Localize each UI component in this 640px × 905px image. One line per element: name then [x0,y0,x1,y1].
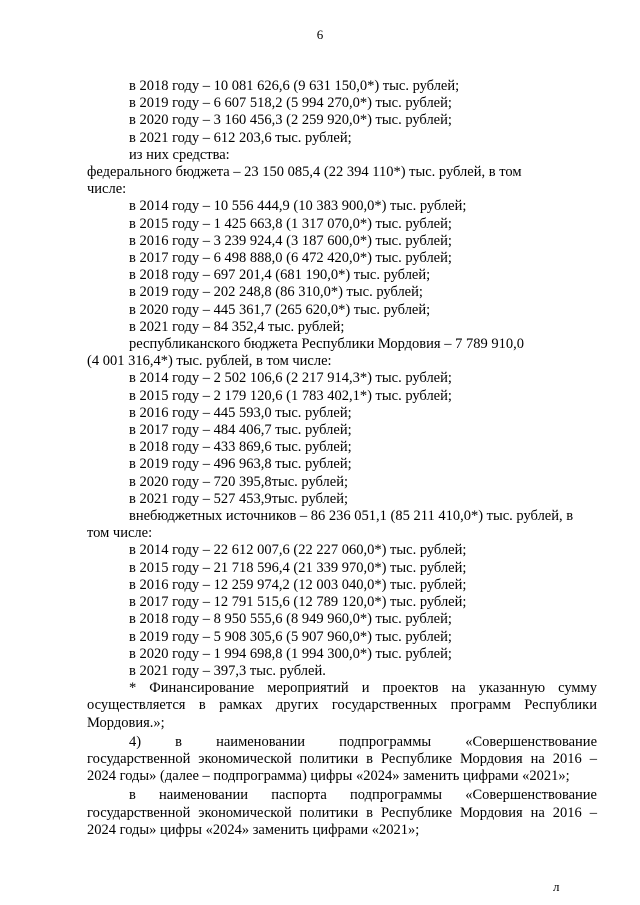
total-line-4: в 2021 году – 612 203,6 тыс. рублей; [129,129,352,146]
federal-year-line-7: в 2020 году – 445 361,7 (265 620,0*) тыс. рублей; [129,301,431,318]
item-5-line-1: в наименовании паспорта подпрограммы «Совершенствование [129,787,597,804]
federal-year-line-2: в 2015 году – 1 425 663,8 (1 317 070,0*) тыс. рублей; [129,215,452,232]
republic-year-line-7: в 2020 году – 720 395,8тыс. рублей; [129,473,349,490]
republic-year-line-1: в 2014 году – 2 502 106,6 (2 217 914,3*) тыс. рублей; [129,370,452,387]
item-4-line-1: 4) в наименовании подпрограммы «Совершенствование [129,733,597,750]
total-years-block [87,78,597,164]
item-5-line-3: 2024 годы» цифры «2024» заменить цифрами «2021»; [87,821,420,838]
federal-year-line-3: в 2016 году – 3 239 924,4 (3 187 600,0*) тыс. рублей; [129,232,452,249]
republic-year-line-8: в 2021 году – 527 453,9тыс. рублей; [129,490,349,507]
republic-year-line-6: в 2019 году – 496 963,8 тыс. рублей; [129,456,352,473]
extrabudget-intro: внебюджетных источников – 86 236 051,1 (85 211 410,0*) тыс. рублей, в [129,508,574,525]
item-4-line-3: 2024 годы» (далее – подпрограмма) цифры «2024» заменить цифрами «2021»; [87,768,570,785]
extrabudget-intro-cont: том числе: [87,525,153,542]
total-line-1: в 2018 году – 10 081 626,6 (9 631 150,0*) тыс. рублей; [129,78,460,94]
federal-year-line-4: в 2017 году – 6 498 888,0 (6 472 420,0*) тыс. рублей; [129,250,452,267]
page-number: 6 [316,27,324,42]
item-5-line-2: государственной экономической политики в Республике Мордовия на 2016 – [87,804,597,821]
republic-year-line-3: в 2016 году – 445 593,0 тыс. рублей; [129,404,352,421]
item-4-line-2: государственной экономической политики в Республике Мордовия на 2016 – [87,750,597,767]
republic-year-line-4: в 2017 году – 484 406,7 тыс. рублей; [129,422,352,439]
republic-year-line-2: в 2015 году – 2 179 120,6 (1 783 402,1*) тыс. рублей; [129,387,452,404]
extrabudget-year-line-7: в 2020 году – 1 994 698,8 (1 994 300,0*) тыс. рублей; [129,645,452,662]
extrabudget-year-line-2: в 2015 году – 21 718 596,4 (21 339 970,0*) тыс. рублей; [129,559,467,576]
extrabudget-year-line-5: в 2018 году – 8 950 555,6 (8 949 960,0*) тыс. рублей; [129,611,452,628]
extrabudget-year-line-8: в 2021 году – 397,3 тыс. рублей. [129,662,326,679]
republic-years-block [87,370,597,508]
federal-years-block [87,198,597,336]
extrabudget-year-line-6: в 2019 году – 5 908 305,6 (5 907 960,0*) тыс. рублей; [129,628,452,645]
footnote-line-2: осуществляется в рамках других государственных программ Республики [87,697,597,714]
footnote-line-3: Мордовия.»; [87,714,165,731]
extrabudget-year-line-4: в 2017 году – 12 791 515,6 (12 789 120,0*) тыс. рублей; [129,594,467,611]
bottom-mark: л [553,879,560,894]
federal-year-line-5: в 2018 году – 697 201,4 (681 190,0*) тыс. рублей; [129,267,431,284]
extrabudget-year-line-3: в 2016 году – 12 259 974,2 (12 003 040,0*) тыс. рублей; [129,576,467,593]
republic-budget-intro: республиканского бюджета Республики Мордовия – 7 789 910,0 [129,336,524,353]
federal-year-line-6: в 2019 году – 202 248,8 (86 310,0*) тыс. рублей; [129,284,423,301]
extrabudget-years-block [87,542,597,680]
republic-year-line-5: в 2018 году – 433 869,6 тыс. рублей; [129,439,352,456]
footnote-line-1: * Финансирование мероприятий и проектов на указанную сумму [129,680,597,697]
extrabudget-year-line-1: в 2014 году – 22 612 007,6 (22 227 060,0*) тыс. рублей; [129,542,467,559]
republic-budget-intro-cont: (4 001 316,4*) тыс. рублей, в том числе: [87,353,332,370]
document-body [87,78,597,839]
federal-year-line-8: в 2021 году – 84 352,4 тыс. рублей; [129,318,345,335]
federal-year-line-1: в 2014 году – 10 556 444,9 (10 383 900,0*) тыс. рублей; [129,198,467,215]
total-line-3: в 2020 году – 3 160 456,3 (2 259 920,0*) тыс. рублей; [129,112,452,129]
federal-budget-intro: федерального бюджета – 23 150 085,4 (22 394 110*) тыс. рублей, в том [87,164,522,181]
federal-budget-intro-cont: числе: [87,181,127,198]
total-line-2: в 2019 году – 6 607 518,2 (5 994 270,0*) тыс. рублей; [129,95,452,112]
total-line-5: из них средства: [129,146,230,163]
